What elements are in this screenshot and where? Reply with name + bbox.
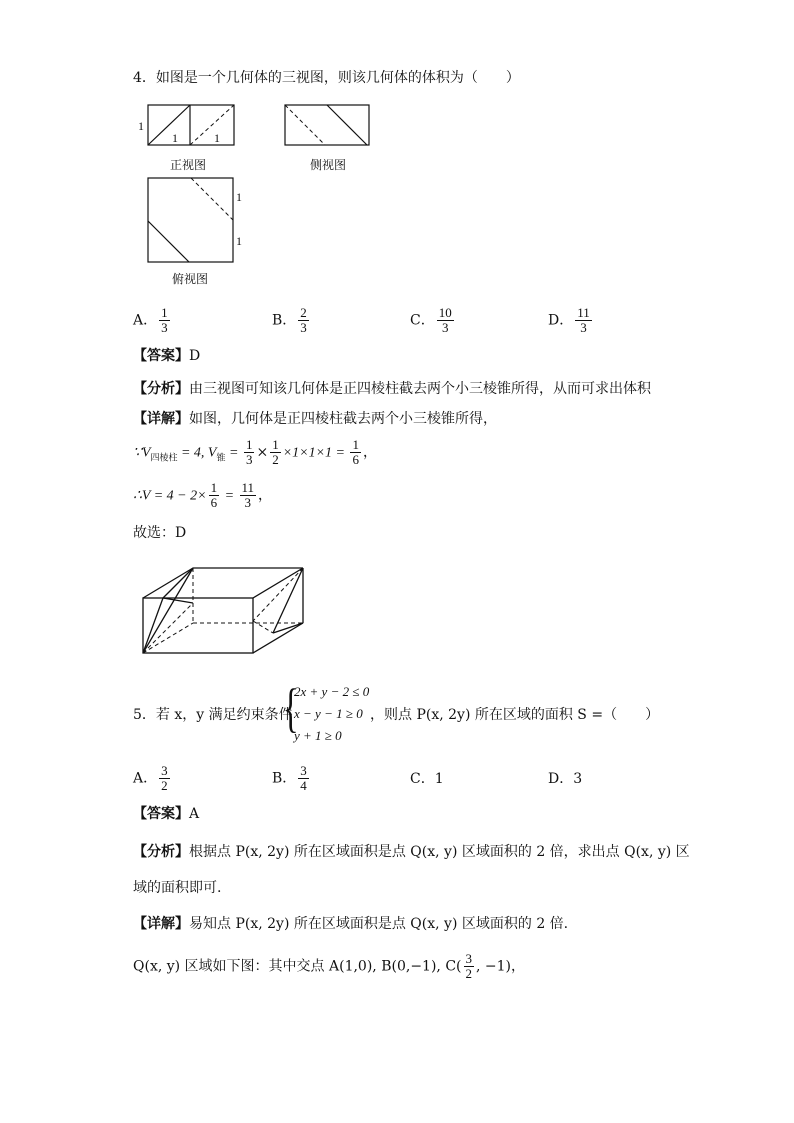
frac-num: 11 bbox=[577, 305, 590, 320]
top-view-diagram bbox=[145, 175, 237, 265]
top-side-label-2: 1 bbox=[236, 234, 242, 248]
q5-option-c[interactable] bbox=[410, 770, 444, 788]
detail-tag: 【详解】 bbox=[133, 411, 189, 427]
constraint-3: y + 1 ≥ 0 bbox=[294, 728, 342, 743]
q5-option-b[interactable] bbox=[272, 764, 311, 793]
answer-tag: 【答案】 bbox=[133, 806, 189, 822]
option-letter: B． bbox=[272, 312, 297, 329]
q4-detail bbox=[133, 410, 497, 428]
answer-value: A bbox=[189, 806, 200, 822]
q4-stem: 4．如图是一个几何体的三视图，则该几何体的体积为（ ） bbox=[133, 70, 520, 86]
frac-den: 3 bbox=[244, 495, 252, 510]
detail-text: 易知点 P(x, 2y) 所在区域面积是点 Q(x, y) 区域面积的 2 倍. bbox=[189, 916, 569, 932]
eq-sub: 四棱柱 bbox=[150, 453, 178, 464]
eq-sub: 锥 bbox=[216, 453, 226, 464]
frac-num: 11 bbox=[241, 480, 255, 495]
option-letter: D． bbox=[548, 771, 574, 787]
constraint-2: x − y − 1 ≥ 0 bbox=[294, 706, 363, 721]
eq-lead: ∵V bbox=[133, 445, 151, 461]
q5-stem-pre: 5．若 x，y 满足约束条件 bbox=[133, 707, 293, 723]
option-letter: B． bbox=[272, 770, 297, 787]
analysis-text: 根据点 P(x, 2y) 所在区域面积是点 Q(x, y) 区域面积的 2 倍，求出点 Q(x, y) 区 bbox=[189, 844, 690, 860]
q4-equation-2 bbox=[133, 481, 272, 510]
q4-option-c[interactable] bbox=[410, 306, 456, 335]
frac-den: 2 bbox=[465, 966, 472, 981]
frac-num: 1 bbox=[161, 305, 168, 320]
detail-tag: 【详解】 bbox=[133, 916, 189, 932]
frac-num: 2 bbox=[300, 305, 307, 320]
region-text-pre: Q(x, y) 区域如下图：其中交点 A(1,0), B(0,−1), C( bbox=[133, 958, 462, 975]
frac-den: 2 bbox=[272, 452, 279, 467]
front-view-diagram bbox=[140, 100, 240, 150]
q5-option-a[interactable] bbox=[133, 764, 172, 793]
option-letter: A． bbox=[133, 312, 158, 329]
frac-den: 2 bbox=[161, 778, 168, 793]
analysis-text: 由三视图可知该几何体是正四棱柱截去两个小三棱锥所得，从而可求出体积 bbox=[189, 381, 651, 397]
frac-num: 1 bbox=[272, 437, 279, 452]
option-value: 3 bbox=[573, 771, 583, 787]
frac-den: 3 bbox=[245, 452, 253, 467]
frac-num: 3 bbox=[465, 951, 472, 966]
top-side-label-1: 1 bbox=[236, 190, 242, 204]
detail-text: 如图，几何体是正四棱柱截去两个小三棱锥所得， bbox=[189, 411, 497, 427]
frac-den: 6 bbox=[352, 452, 359, 467]
frac-num: 3 bbox=[161, 763, 168, 778]
top-view-caption: 俯视图 bbox=[172, 272, 209, 286]
frac-num: 1 bbox=[245, 437, 253, 452]
q5-detail bbox=[133, 915, 568, 933]
front-width-label-1: 1 bbox=[172, 131, 178, 145]
q5-analysis-line-2: 域的面积即可. bbox=[133, 880, 222, 896]
frac-den: 6 bbox=[210, 495, 218, 510]
eq-end: ， bbox=[258, 487, 273, 504]
eq-times: × bbox=[256, 444, 269, 461]
option-letter: C． bbox=[410, 771, 435, 787]
option-letter: C． bbox=[410, 312, 435, 329]
frac-num: 10 bbox=[438, 305, 452, 320]
side-view-diagram bbox=[280, 100, 375, 150]
eq-lead: ∴V = 4 − 2× bbox=[133, 488, 207, 504]
q4-option-d[interactable] bbox=[548, 306, 594, 335]
frac-num: 1 bbox=[352, 437, 359, 452]
analysis-tag: 【分析】 bbox=[133, 381, 189, 397]
eq-eq: = bbox=[221, 488, 238, 504]
q4-choose: 故选：D bbox=[133, 525, 187, 541]
frac-den: 4 bbox=[300, 778, 307, 793]
frac-num: 1 bbox=[210, 480, 218, 495]
q5-region-line bbox=[133, 952, 525, 981]
option-value: 1 bbox=[434, 771, 444, 787]
constraint-1: 2x + y − 2 ≤ 0 bbox=[294, 684, 370, 699]
front-height-label: 1 bbox=[138, 119, 144, 133]
frac-den: 3 bbox=[300, 320, 307, 335]
q5-analysis-line-1 bbox=[133, 843, 690, 861]
frac-num: 3 bbox=[300, 763, 307, 778]
q5-stem-post: ，则点 P(x, 2y) 所在区域的面积 S =（ ） bbox=[370, 707, 660, 723]
constraint-brace: { bbox=[283, 678, 299, 738]
frac-den: 3 bbox=[441, 320, 449, 335]
eq-end: ， bbox=[362, 444, 377, 461]
answer-value: D bbox=[189, 348, 201, 364]
option-letter: D． bbox=[548, 312, 574, 329]
answer-tag: 【答案】 bbox=[133, 348, 189, 364]
frac-den: 3 bbox=[161, 320, 168, 335]
q5-answer bbox=[133, 805, 199, 823]
side-view-caption: 侧视图 bbox=[310, 158, 347, 172]
front-view-caption: 正视图 bbox=[170, 158, 207, 172]
frac-den: 3 bbox=[580, 320, 587, 335]
eq-tail: ×1×1×1 = bbox=[282, 445, 349, 461]
analysis-tag: 【分析】 bbox=[133, 844, 189, 860]
q4-option-a[interactable] bbox=[133, 306, 172, 335]
q4-option-b[interactable] bbox=[272, 306, 311, 335]
front-width-label-2: 1 bbox=[214, 131, 220, 145]
constraint-system bbox=[294, 681, 369, 747]
prism-solid-diagram bbox=[138, 563, 310, 659]
option-letter: A． bbox=[133, 770, 158, 787]
q5-option-d[interactable] bbox=[548, 770, 582, 788]
region-text-post: , −1)， bbox=[476, 958, 525, 975]
q4-analysis bbox=[133, 380, 651, 398]
q4-equation-1 bbox=[133, 438, 377, 467]
eq-mid: = 4, V bbox=[177, 445, 217, 461]
q4-answer bbox=[133, 347, 200, 365]
eq-rest: = bbox=[225, 445, 242, 461]
